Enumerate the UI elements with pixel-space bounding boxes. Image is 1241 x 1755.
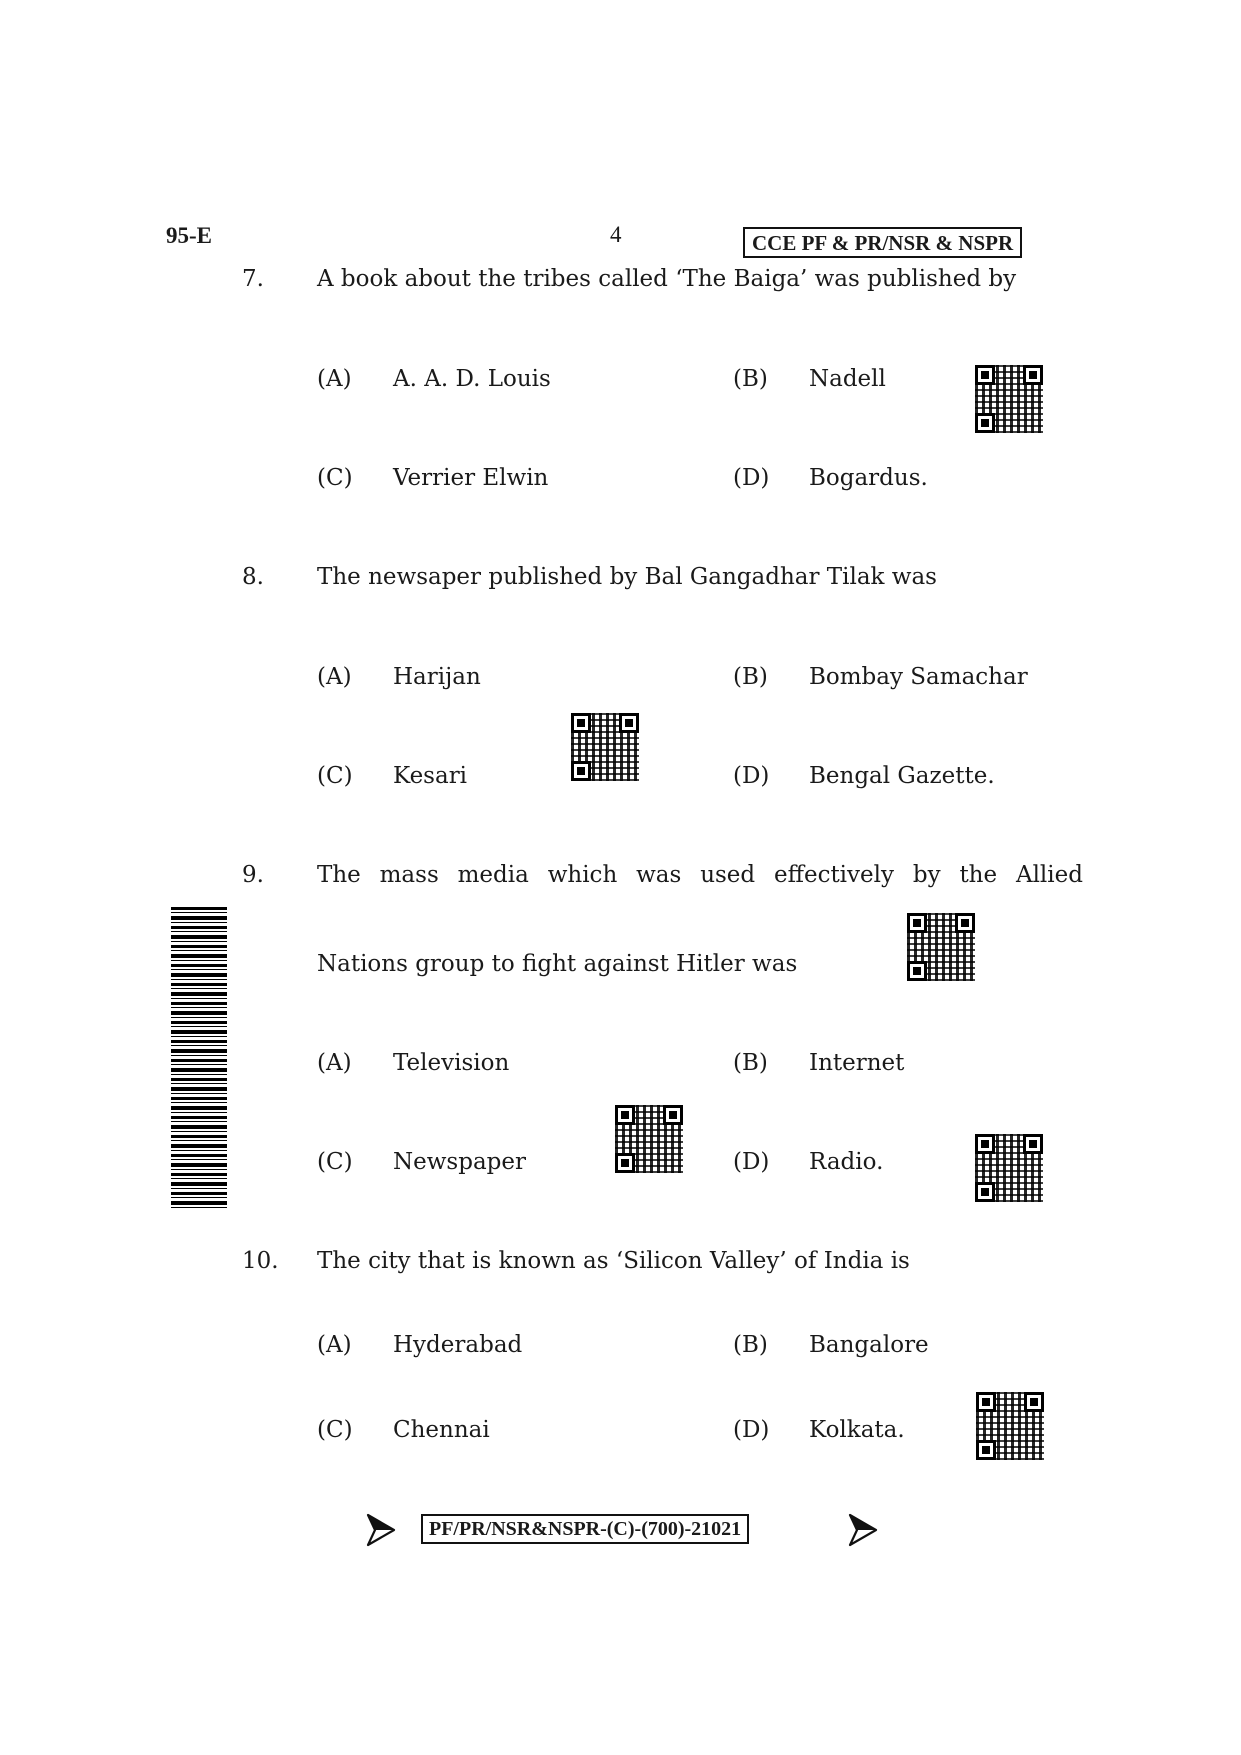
option-text: Hyderabad [393, 1332, 523, 1358]
option-label: (C) [317, 1417, 353, 1443]
qr-code-icon [976, 1392, 1044, 1460]
qr-code-icon [615, 1105, 683, 1173]
option-text: Newspaper [393, 1149, 526, 1175]
option-text: Verrier Elwin [393, 465, 549, 491]
option-text: A. A. D. Louis [393, 366, 551, 392]
question-number: 8. [242, 564, 264, 590]
word: by [912, 862, 941, 888]
word: media [457, 862, 529, 888]
paper-code: 95-E [166, 223, 212, 248]
qr-code-icon [975, 365, 1043, 433]
option-label: (B) [733, 1332, 768, 1358]
question-text-line-2: Nations group to fight against Hitler was [317, 951, 798, 977]
arrow-right-icon [366, 1513, 396, 1547]
word: was [636, 862, 682, 888]
question-number: 10. [242, 1248, 279, 1274]
option-label: (C) [317, 465, 353, 491]
word: effectively [774, 862, 894, 888]
word: which [547, 862, 618, 888]
barcode-icon [171, 907, 227, 1211]
word: used [700, 862, 756, 888]
option-label: (D) [733, 763, 770, 789]
exam-title-box: CCE PF & PR/NSR & NSPR [743, 227, 1022, 258]
option-text: Harijan [393, 664, 481, 690]
page-number: 4 [610, 222, 622, 247]
footer-code-box: PF/PR/NSR&NSPR-(C)-(700)-21021 [421, 1514, 749, 1544]
option-label: (B) [733, 366, 768, 392]
option-text: Radio. [809, 1149, 884, 1175]
option-label: (C) [317, 763, 353, 789]
option-label: (A) [317, 366, 352, 392]
qr-code-icon [907, 913, 975, 981]
arrow-right-icon [848, 1513, 878, 1547]
option-text: Television [393, 1050, 510, 1076]
option-text: Bombay Samachar [809, 664, 1028, 690]
question-text: The newsaper published by Bal Gangadhar Tilak was [317, 564, 937, 590]
option-label: (A) [317, 1050, 352, 1076]
option-label: (C) [317, 1149, 353, 1175]
option-text: Bogardus. [809, 465, 928, 491]
option-label: (A) [317, 1332, 352, 1358]
option-label: (D) [733, 465, 770, 491]
option-text: Kolkata. [809, 1417, 905, 1443]
option-text: Chennai [393, 1417, 490, 1443]
option-text: Kesari [393, 763, 468, 789]
question-text-line-1 [317, 860, 1083, 890]
option-text: Nadell [809, 366, 886, 392]
question-number: 9. [242, 862, 264, 888]
option-text: Bangalore [809, 1332, 929, 1358]
word: mass [379, 862, 439, 888]
option-text: Bengal Gazette. [809, 763, 995, 789]
option-text: Internet [809, 1050, 905, 1076]
question-text: The city that is known as ‘Silicon Valley’ of India is [317, 1248, 910, 1274]
qr-code-icon [571, 713, 639, 781]
option-label: (B) [733, 1050, 768, 1076]
word: Allied [1015, 862, 1083, 888]
option-label: (D) [733, 1149, 770, 1175]
option-label: (B) [733, 664, 768, 690]
qr-code-icon [975, 1134, 1043, 1202]
question-number: 7. [242, 266, 264, 292]
word: the [959, 862, 998, 888]
option-label: (A) [317, 664, 352, 690]
question-text: A book about the tribes called ‘The Baiga’ was published by [317, 266, 1017, 292]
option-label: (D) [733, 1417, 770, 1443]
word: The [317, 862, 361, 888]
